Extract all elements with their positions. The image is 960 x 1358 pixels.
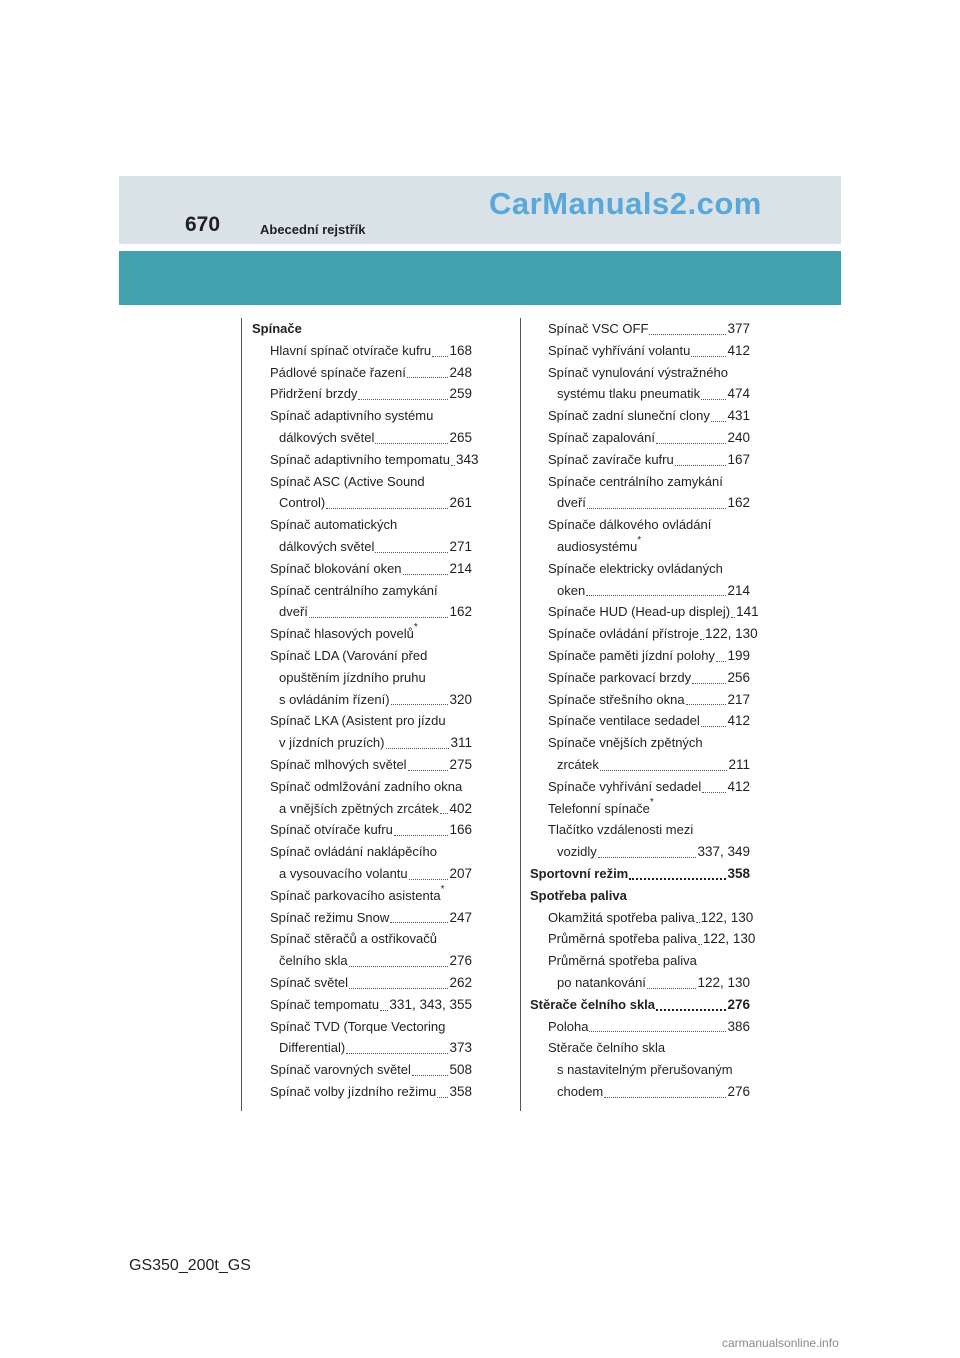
- page-number: 670: [185, 213, 221, 236]
- entry-term: Spínač ASC (Active Sound: [270, 473, 425, 489]
- page-reference: 247: [449, 909, 472, 925]
- page-reference: 358: [449, 1083, 472, 1099]
- entry-term: Spínač volby jízdního režimu: [270, 1083, 437, 1099]
- entry-term: Spínače HUD (Head-up displej): [548, 604, 731, 620]
- entry-term: Spínač otvírače kufru: [270, 822, 393, 838]
- index-entry: [252, 340, 472, 362]
- dot-leader: [587, 508, 727, 509]
- index-entry: [252, 907, 472, 929]
- entry-term: dveří: [557, 495, 586, 511]
- dot-leader: [451, 465, 455, 466]
- index-entry: [530, 710, 750, 732]
- entry-term: Tlačítko vzdálenosti mezi: [548, 822, 694, 838]
- entry-term: Spínače vyhřívání sedadel: [548, 778, 702, 794]
- index-entry-text: [252, 1016, 472, 1038]
- index-entry: [252, 536, 472, 558]
- entry-term: s ovládáním řízení): [279, 691, 390, 707]
- dot-leader: [656, 1009, 726, 1011]
- entry-term: Spínač TVD (Torque Vectoring: [270, 1018, 446, 1034]
- dot-leader: [440, 813, 449, 814]
- dot-leader: [629, 878, 726, 880]
- index-entry-text: [530, 1037, 750, 1059]
- dot-leader: [386, 748, 450, 749]
- dot-leader: [349, 966, 449, 967]
- header-bar: [119, 176, 841, 244]
- index-entry: [530, 1016, 750, 1038]
- entry-term: Okamžitá spotřeba paliva: [548, 909, 695, 925]
- index-entry: [252, 427, 472, 449]
- column-divider-left: [241, 318, 242, 1111]
- page-reference: 199: [727, 647, 750, 663]
- page-reference: 122, 130: [702, 931, 756, 947]
- index-entry: [530, 383, 750, 405]
- entry-term: Spínač blokování oken: [270, 560, 402, 576]
- page-reference: 373: [449, 1040, 472, 1056]
- index-entry: [530, 841, 750, 863]
- entry-term: dálkových světel: [279, 538, 375, 554]
- index-entry: [252, 994, 472, 1016]
- entry-term: Spínač VSC OFF: [548, 321, 649, 336]
- index-entry: [530, 776, 750, 798]
- page-reference: 377: [727, 321, 750, 336]
- entry-term: Spínač varovných světel: [270, 1062, 411, 1078]
- entry-term: audiosystému: [557, 538, 638, 554]
- dot-leader: [656, 443, 727, 444]
- index-entry: [530, 689, 750, 711]
- dot-leader: [731, 617, 735, 618]
- page-reference: 162: [449, 604, 472, 620]
- dot-leader: [375, 443, 448, 444]
- index-entry: [252, 1037, 472, 1059]
- entry-term: Spínače dálkového ovládání: [548, 517, 712, 533]
- dot-leader: [432, 356, 448, 357]
- page-reference: 412: [727, 778, 750, 794]
- index-entry-text: [252, 928, 472, 950]
- page-reference: 508: [449, 1062, 472, 1078]
- dot-leader: [403, 574, 449, 575]
- index-entry-text: [530, 798, 750, 820]
- page-reference: 271: [449, 538, 472, 554]
- index-entry: [530, 427, 750, 449]
- entry-term: Poloha: [548, 1018, 589, 1034]
- page-reference: 168: [449, 342, 472, 358]
- page-reference: 207: [449, 865, 472, 881]
- entry-term: Spínač režimu Snow: [270, 909, 390, 925]
- dot-leader: [326, 508, 448, 509]
- dot-leader: [346, 1053, 448, 1054]
- entry-term: Spínač zavírače kufru: [548, 451, 674, 467]
- index-entry: [530, 645, 750, 667]
- index-column-right: [530, 318, 759, 1103]
- index-entry: [530, 754, 750, 776]
- index-entry: [252, 732, 472, 754]
- entry-term: Spínač hlasových povelů: [270, 626, 414, 642]
- entry-term: systému tlaku pneumatik: [557, 386, 701, 402]
- index-entry: [252, 601, 472, 623]
- dot-leader: [375, 552, 448, 553]
- entry-term: Stěrače čelního skla: [530, 996, 656, 1012]
- dot-leader: [394, 835, 449, 836]
- page-reference: 259: [449, 386, 472, 402]
- entry-term: Differential): [279, 1040, 346, 1056]
- index-entry: [530, 492, 750, 514]
- entry-term: v jízdních pruzích): [279, 735, 385, 751]
- index-entry: [252, 863, 472, 885]
- page-reference: 412: [727, 713, 750, 729]
- footnote-mark: *: [637, 534, 642, 546]
- page-reference: 474: [727, 386, 750, 402]
- page-reference: 162: [727, 495, 750, 511]
- page-reference: 122, 130: [700, 909, 754, 925]
- dot-leader: [649, 334, 726, 335]
- dot-leader: [692, 683, 726, 684]
- entry-term: čelního skla: [279, 953, 348, 969]
- section-title: Abecední rejstřík: [260, 222, 366, 237]
- page-reference: 217: [727, 691, 750, 707]
- dot-leader: [701, 399, 726, 400]
- page-reference: 248: [449, 364, 472, 380]
- page-reference: 276: [727, 1083, 750, 1099]
- entry-term: opuštěním jízdního pruhu: [279, 669, 426, 685]
- page-reference: 262: [449, 974, 472, 990]
- entry-term: Spínače paměti jízdní polohy: [548, 647, 715, 663]
- index-entry: [530, 318, 750, 340]
- dot-leader: [309, 617, 449, 618]
- entry-term: Spínač tempomatu: [270, 996, 380, 1012]
- index-entry-text: [252, 776, 472, 798]
- index-entry-text: [530, 1059, 750, 1081]
- entry-term: Spínač vyhřívání volantu: [548, 342, 691, 358]
- entry-term: Spínače ventilace sedadel: [548, 713, 700, 729]
- index-entry-text: [252, 514, 472, 536]
- page-reference: 311: [450, 735, 472, 751]
- dot-leader: [390, 922, 448, 923]
- footer-site-watermark[interactable]: carmanualsonline.info: [722, 1336, 839, 1350]
- index-entry-text: [252, 885, 472, 907]
- footer-model-code: GS350_200t_GS: [129, 1257, 251, 1274]
- index-entry-text: [252, 667, 472, 689]
- page-reference: 276: [727, 996, 750, 1012]
- footnote-mark: *: [413, 622, 418, 634]
- index-entry-text: [252, 710, 472, 732]
- dot-leader: [407, 377, 449, 378]
- dot-leader: [358, 399, 448, 400]
- page-reference: 240: [727, 429, 750, 445]
- dot-leader: [700, 639, 704, 640]
- index-entry: [252, 1081, 472, 1103]
- index-entry-text: [252, 405, 472, 427]
- dot-leader: [686, 704, 727, 705]
- index-entry: [252, 972, 472, 994]
- dot-leader: [598, 857, 697, 858]
- entry-term: Stěrače čelního skla: [548, 1040, 666, 1056]
- entry-term: po natankování: [557, 974, 646, 990]
- entry-term: Spínače střešního okna: [548, 691, 685, 707]
- index-entry: [530, 907, 754, 929]
- entry-term: Spínače elektricky ovládaných: [548, 560, 723, 576]
- index-entry: [530, 449, 750, 471]
- entry-term: Spínač LDA (Varování před: [270, 647, 428, 663]
- index-entry: [252, 950, 472, 972]
- dot-leader: [711, 421, 727, 422]
- dot-leader: [437, 1097, 448, 1098]
- dot-leader: [698, 944, 702, 945]
- index-entry: [530, 580, 750, 602]
- footnote-mark: *: [649, 796, 654, 808]
- page-reference: 337, 349: [697, 844, 750, 860]
- entry-term: Spínač ovládání naklápěcího: [270, 844, 437, 860]
- entry-term: oken: [557, 582, 586, 598]
- entry-term: Spínač adaptivního systému: [270, 408, 434, 424]
- entry-term: a vnějších zpětných zrcátek: [279, 800, 439, 816]
- index-entry: [530, 994, 750, 1016]
- index-entry: [252, 1059, 472, 1081]
- index-column-left: [252, 318, 479, 1103]
- index-entry: [530, 601, 759, 623]
- index-entry-text: [530, 950, 750, 972]
- index-entry: [530, 1081, 750, 1103]
- watermark-logo[interactable]: CarManuals2.com: [489, 186, 762, 221]
- index-entry: [530, 405, 750, 427]
- page-reference: 141: [736, 604, 759, 620]
- index-entry: [252, 689, 472, 711]
- dot-leader: [586, 595, 726, 596]
- entry-term: Hlavní spínač otvírače kufru: [270, 342, 432, 358]
- page-reference: 358: [727, 865, 750, 881]
- page-reference: 412: [727, 342, 750, 358]
- footnote-mark: *: [440, 883, 445, 895]
- entry-term: Spínač odmlžování zadního okna: [270, 778, 463, 794]
- page-reference: 122, 130: [697, 974, 750, 990]
- page-reference: 256: [727, 669, 750, 685]
- entry-term: Spínače vnějších zpětných: [548, 735, 703, 751]
- index-entry-text: [252, 471, 472, 493]
- index-heading: Spotřeba paliva: [530, 887, 627, 903]
- page-reference: 211: [728, 756, 750, 772]
- entry-term: Spínač centrálního zamykání: [270, 582, 438, 598]
- entry-term: chodem: [557, 1083, 604, 1099]
- entry-term: Spínač LKA (Asistent pro jízdu: [270, 713, 446, 729]
- header-color-band: [119, 251, 841, 305]
- index-entry: [252, 362, 472, 384]
- entry-term: Control): [279, 495, 326, 511]
- entry-term: Spínač automatických: [270, 517, 398, 533]
- index-entry-text: [530, 362, 750, 384]
- page-reference: 431: [727, 408, 750, 424]
- entry-term: dálkových světel: [279, 429, 375, 445]
- entry-term: Spínač zadní sluneční clony: [548, 408, 710, 424]
- entry-term: Průměrná spotřeba paliva: [548, 953, 697, 969]
- page-reference: 261: [449, 495, 472, 511]
- column-divider-right: [520, 318, 521, 1111]
- dot-leader: [701, 726, 727, 727]
- index-entry: [252, 492, 472, 514]
- entry-term: zrcátek: [557, 756, 599, 772]
- entry-term: dveří: [279, 604, 308, 620]
- index-entry-text: [252, 841, 472, 863]
- index-entry-text: [530, 471, 750, 493]
- page-reference: 122, 130: [705, 626, 758, 642]
- dot-leader: [696, 922, 700, 923]
- page-reference: 214: [449, 560, 472, 576]
- page-reference: 167: [727, 451, 750, 467]
- page-reference: 402: [449, 800, 472, 816]
- dot-leader: [349, 988, 448, 989]
- entry-term: Telefonní spínače: [548, 800, 650, 816]
- dot-leader: [380, 1010, 388, 1011]
- index-entry-text: [252, 580, 472, 602]
- entry-term: Spínač světel: [270, 974, 349, 990]
- index-entry: [530, 928, 756, 950]
- index-entry-text: [530, 732, 750, 754]
- entry-term: Spínače centrálního zamykání: [548, 473, 723, 489]
- index-entry: [252, 558, 472, 580]
- index-entry: [530, 863, 750, 885]
- page-reference: 320: [449, 691, 472, 707]
- entry-term: s nastavitelným přerušovaným: [557, 1062, 733, 1078]
- entry-term: Spínač zapalování: [548, 429, 655, 445]
- page-reference: 265: [449, 429, 472, 445]
- entry-term: Spínač mlhových světel: [270, 756, 407, 772]
- page-reference: 166: [449, 822, 472, 838]
- index-entry: [530, 667, 750, 689]
- index-entry: [530, 340, 750, 362]
- dot-leader: [600, 770, 728, 771]
- page-reference: 214: [727, 582, 750, 598]
- dot-leader: [391, 704, 449, 705]
- entry-term: Spínače parkovací brzdy: [548, 669, 692, 685]
- index-entry-text: [252, 645, 472, 667]
- page-reference: 275: [449, 756, 472, 772]
- dot-leader: [702, 792, 726, 793]
- index-entry-text: [252, 623, 472, 645]
- index-heading: Spínače: [252, 321, 302, 336]
- dot-leader: [691, 356, 726, 357]
- entry-term: Spínač stěračů a ostřikovačů: [270, 931, 437, 947]
- index-entry: [252, 819, 472, 841]
- dot-leader: [716, 661, 727, 662]
- dot-leader: [412, 1075, 449, 1076]
- index-entry-text: [530, 536, 750, 558]
- page-reference: 331, 343, 355: [389, 996, 472, 1012]
- dot-leader: [675, 465, 727, 466]
- entry-term: Sportovní režim: [530, 865, 629, 881]
- dot-leader: [647, 988, 697, 989]
- entry-term: Průměrná spotřeba paliva: [548, 931, 697, 947]
- dot-leader: [589, 1031, 726, 1032]
- page-reference: 386: [727, 1018, 750, 1034]
- dot-leader: [604, 1097, 726, 1098]
- index-entry: [252, 754, 472, 776]
- entry-term: Spínač parkovacího asistenta: [270, 887, 441, 903]
- page-reference: 343: [455, 451, 479, 467]
- index-entry: [252, 449, 479, 471]
- entry-term: a vysouvacího volantu: [279, 865, 408, 881]
- entry-term: Spínač vynulování výstražného: [548, 364, 728, 380]
- dot-leader: [408, 770, 449, 771]
- entry-term: Přidržení brzdy: [270, 386, 358, 402]
- index-entry: [530, 972, 750, 994]
- index-entry: [252, 798, 472, 820]
- index-entry: [252, 383, 472, 405]
- entry-term: Spínače ovládání přístroje: [548, 626, 700, 642]
- index-entry: [530, 623, 758, 645]
- page-reference: 276: [449, 953, 472, 969]
- entry-term: Spínač adaptivního tempomatu: [270, 451, 450, 467]
- index-entry-text: [530, 558, 750, 580]
- index-entry-text: [530, 819, 750, 841]
- entry-term: Pádlové spínače řazení: [270, 364, 406, 380]
- entry-term: vozidly: [557, 844, 597, 860]
